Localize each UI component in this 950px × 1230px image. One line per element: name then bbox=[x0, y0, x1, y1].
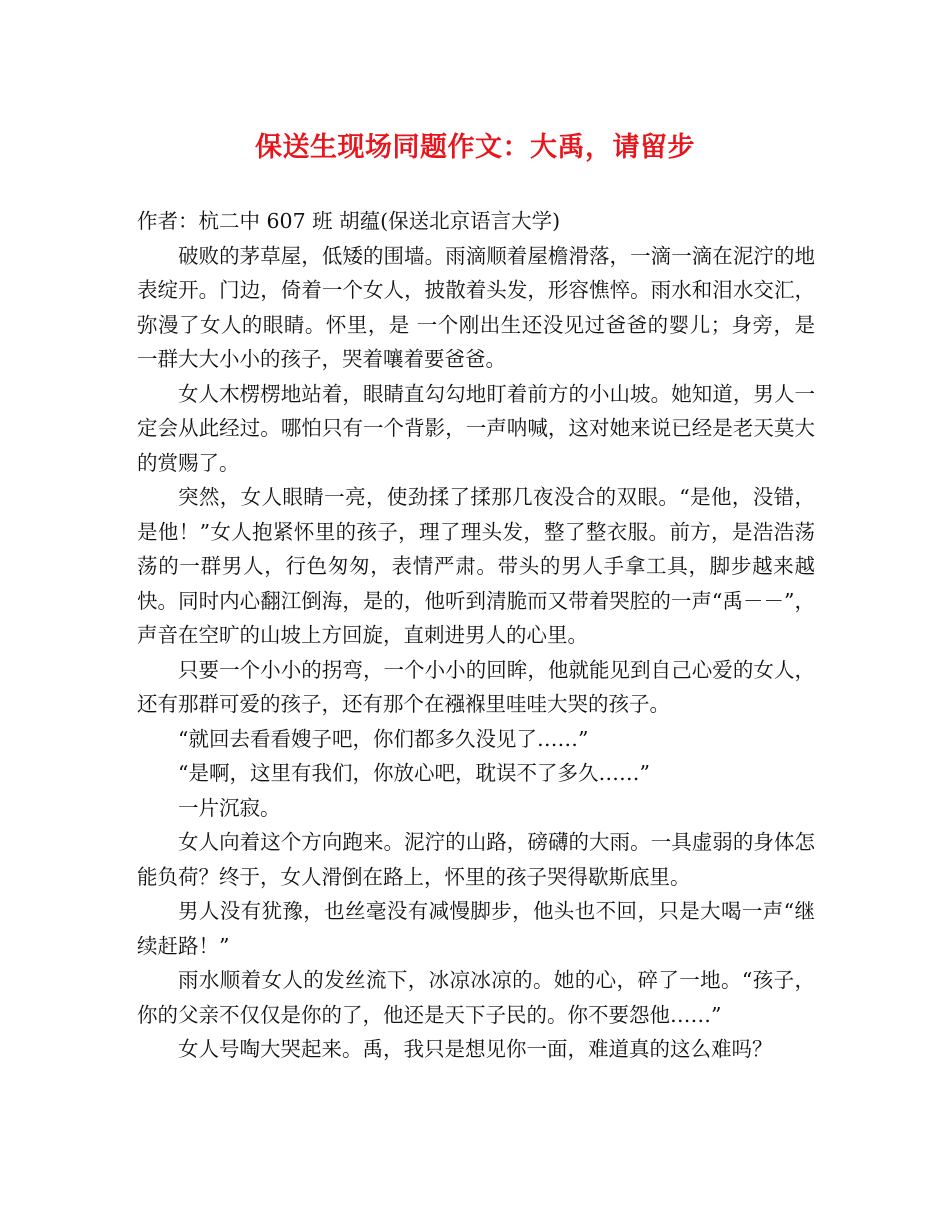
paragraph: 只要一个小小的拐弯，一个小小的回眸，他就能见到自己心爱的女人，还有那群可爱的孩子，还有那个在襁褓里哇哇大哭的孩子。 bbox=[137, 657, 815, 716]
paragraph: 女人木楞楞地站着，眼睛直勾勾地盯着前方的小山坡。她知道，男人一定会从此经过。哪怕只有一个背影，一声呐喊，这对她来说已经是老天莫大的赏赐了。 bbox=[137, 381, 815, 475]
paragraph: 破败的茅草屋，低矮的围墙。雨滴顺着屋檐滑落，一滴一滴在泥泞的地表绽开。门边，倚着一个女人，披散着头发，形容憔悴。雨水和泪水交汇，弥漫了女人的眼睛。怀里，是 一个刚出生还没见过爸爸的婴儿；身旁，是一群大大小小的孩子，哭着嚷着要爸爸。 bbox=[137, 243, 815, 371]
dialogue-line: “就回去看看嫂子吧，你们都多久没见了……” bbox=[178, 726, 589, 751]
paragraph: 男人没有犹豫，也丝毫没有减慢脚步，他头也不回，只是大喝一声“继续赶路！” bbox=[137, 899, 815, 958]
document-title: 保送生现场同题作文：大禹，请留步 bbox=[255, 132, 695, 163]
author-line: 作者：杭二中 607 班 胡蕴(保送北京语言大学) bbox=[137, 209, 561, 233]
dialogue-line: “是啊，这里有我们，你放心吧，耽误不了多久……” bbox=[178, 761, 650, 785]
paragraph: 突然，女人眼睛一亮，使劲揉了揉那几夜没合的双眼。“是他，没错，是他！”女人抱紧怀里的孩子，理了理头发，整了整衣服。前方，是浩浩荡荡的一群男人，行色匆匆，表情严肃。带头的男人手拿工具，脚步越来越快。同时内心翻江倒海，是的，他听到清脆而又带着哭腔的一声“禹－－”，声音在空旷的山坡上方回旋，直刺进男人的心里。 bbox=[137, 485, 815, 647]
paragraph: 雨水顺着女人的发丝流下，冰凉冰凉的。她的心，碎了一地。“孩子，你的父亲不仅仅是你的了，他还是天下子民的。你不要怨他……” bbox=[137, 968, 815, 1027]
paragraph: 一片沉寂。 bbox=[178, 795, 281, 820]
paragraph: 女人号啕大哭起来。禹，我只是想见你一面，难道真的这么难吗？ bbox=[178, 1037, 773, 1061]
paragraph: 女人向着这个方向跑来。泥泞的山路，磅礴的大雨。一具虚弱的身体怎能负荷？终于，女人滑倒在路上，怀里的孩子哭得歇斯底里。 bbox=[137, 830, 815, 889]
document-body bbox=[137, 204, 815, 1067]
